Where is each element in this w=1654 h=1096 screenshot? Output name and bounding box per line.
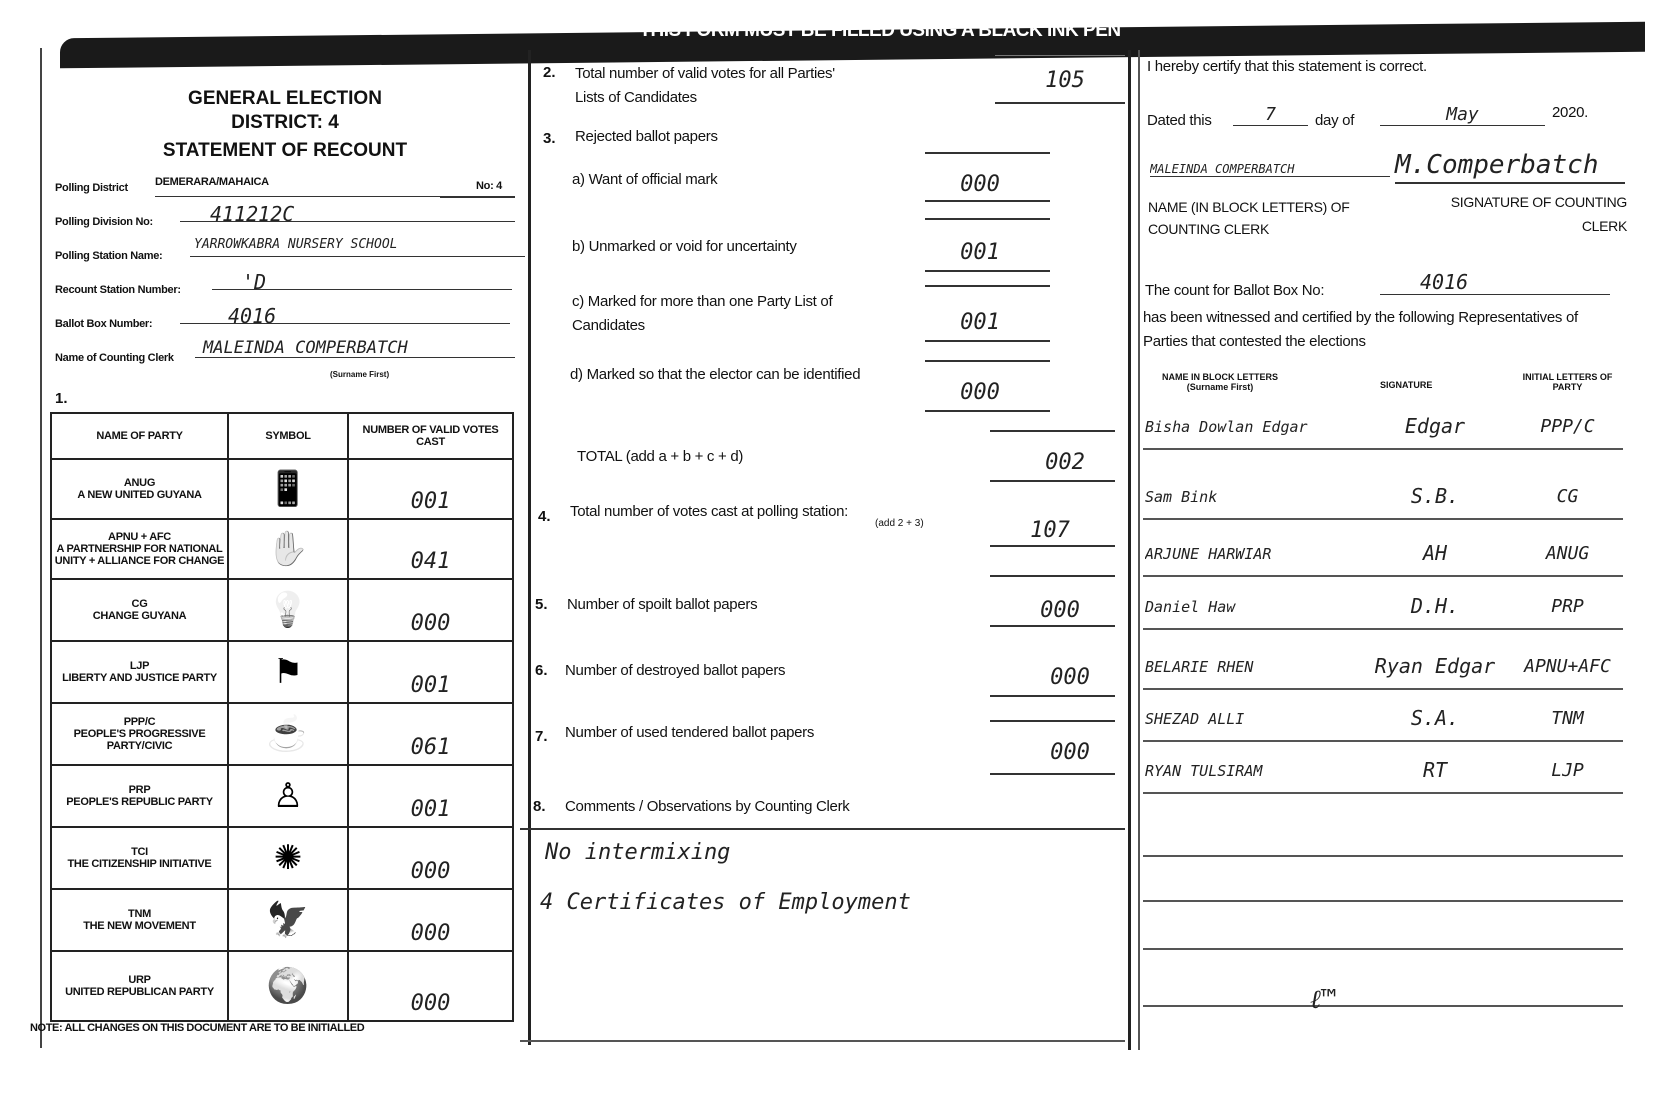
item3-text: Rejected ballot papers	[575, 128, 718, 145]
rep-party: PRP	[1551, 596, 1584, 617]
party-full-name: LIBERTY AND JUSTICE PARTY	[62, 672, 217, 684]
polling-district-field: DEMERARA/MAHAICA	[155, 176, 440, 197]
column-divider-1	[528, 50, 531, 1045]
table-note: NOTE: ALL CHANGES ON THIS DOCUMENT ARE TO BE INITIALLED	[30, 1022, 365, 1034]
item3-number: 3.	[543, 130, 556, 147]
party-name-cell	[51, 703, 228, 765]
party-votes-cell: 000	[348, 579, 513, 641]
column-divider-2b	[1138, 50, 1140, 1050]
item3b-line2	[925, 285, 1050, 287]
party-full-name: A NEW UNITED GUYANA	[77, 489, 202, 501]
item8-text: Comments / Observations by Counting Clerk	[565, 798, 850, 815]
party-votes-cell: 041	[348, 519, 513, 579]
party-abbr: TCI	[131, 846, 148, 858]
item3d-value: 000	[960, 380, 1000, 405]
title-statement: STATEMENT OF RECOUNT	[162, 140, 408, 161]
party-votes-cell: 001	[348, 459, 513, 519]
star-burst-icon	[228, 827, 348, 889]
party-votes-table	[50, 412, 514, 1022]
rep-name: RYAN TULSIRAM	[1145, 762, 1263, 780]
party-full-name: THE CITIZENSHIP INITIATIVE	[67, 858, 212, 870]
item3a-value: 000	[960, 172, 1000, 197]
party-abbr: LJP	[129, 660, 150, 672]
rep-signature: S.A.	[1410, 706, 1460, 730]
clerk-name-hand: MALEINDA COMPERBATCH	[1150, 162, 1390, 177]
polling-station-label: Polling Station Name:	[55, 250, 163, 262]
item4-value: 107	[1030, 518, 1070, 543]
table-row	[51, 519, 513, 579]
item3c-line	[925, 340, 1050, 342]
rep-row-line	[1143, 900, 1623, 902]
reps-col-party: INITIAL LETTERS OF PARTY	[1522, 372, 1613, 392]
item4-line	[990, 545, 1115, 547]
party-symbol-glyph: ⚑	[272, 653, 304, 691]
eagle-icon	[228, 889, 348, 951]
item6-number: 6.	[535, 662, 548, 679]
rep-name: SHEZAD ALLI	[1145, 710, 1245, 728]
rep-name: ARJUNE HARWIAR	[1145, 545, 1272, 563]
item3d-text: d) Marked so that the elector can be identified	[570, 366, 861, 383]
table-header-row	[51, 413, 513, 459]
party-symbol-glyph: ☕	[266, 715, 310, 753]
item4-number: 4.	[538, 508, 551, 525]
item3c-line2	[925, 360, 1050, 362]
table-row	[51, 951, 513, 1021]
rep-row-line	[1143, 575, 1623, 577]
item7-text: Number of used tendered ballot papers	[565, 724, 815, 741]
year-label: 2020.	[1552, 104, 1589, 121]
dated-day: 7	[1233, 104, 1308, 126]
item6-text: Number of destroyed ballot papers	[565, 662, 786, 679]
rep-row-line	[1143, 448, 1623, 450]
left-border	[40, 48, 42, 1048]
party-name-cell	[51, 951, 228, 1021]
total-line-top	[990, 430, 1115, 432]
rep-row-line	[1143, 740, 1623, 742]
item5-line	[990, 625, 1115, 627]
item3c-text: c) Marked for more than one Party List of Candidates	[572, 293, 833, 334]
rep-signature: AH	[1422, 541, 1448, 565]
item7-value: 000	[1050, 740, 1090, 765]
total-value: 002	[1045, 450, 1085, 475]
count-box-value: 4016	[1380, 270, 1610, 295]
party-full-name: UNITED REPUBLICAN PARTY	[65, 986, 214, 998]
table-row	[51, 827, 513, 889]
rep-party: CG	[1556, 486, 1579, 507]
certify-text: I hereby certify that this statement is correct.	[1147, 58, 1427, 75]
item3d-line	[925, 410, 1050, 412]
table-row	[51, 765, 513, 827]
item3c-value: 001	[960, 310, 1000, 335]
party-full-name: PEOPLE'S PROGRESSIVE PARTY/CIVIC	[73, 728, 206, 752]
banner-text: THIS FORM MUST BE FILLED USING A BLACK INK PEN	[639, 20, 1121, 41]
party-votes-cell: 061	[348, 703, 513, 765]
item5-value: 000	[1040, 598, 1080, 623]
party-symbol-glyph: 🌍	[266, 967, 310, 1005]
party-name-cell	[51, 579, 228, 641]
col-votes: NUMBER OF VALID VOTES CAST	[348, 413, 513, 459]
clerk-signature: M.Comperbatch	[1395, 150, 1599, 180]
comment-line-1: No intermixing	[545, 840, 731, 865]
item7-line	[990, 773, 1115, 775]
party-symbol-glyph: 🦅	[266, 901, 310, 939]
count-label: The count for Ballot Box No:	[1145, 282, 1325, 299]
item3b-line	[925, 270, 1050, 272]
dated-label: Dated this	[1147, 112, 1212, 129]
rep-row-line	[1143, 855, 1623, 857]
bottom-initials: ℓ™	[1310, 985, 1337, 1015]
rep-signature: Edgar	[1404, 414, 1466, 438]
item3b-text: b) Unmarked or void for uncertainty	[572, 238, 797, 255]
party-full-name: A PARTNERSHIP FOR NATIONAL UNITY + ALLIANCE FOR CHANGE	[54, 543, 225, 567]
ballot-box-label: Ballot Box Number:	[55, 318, 153, 330]
col-symbol: SYMBOL	[228, 413, 348, 459]
party-votes-cell: 001	[348, 641, 513, 703]
rep-signature: D.H.	[1410, 594, 1460, 618]
item6-value: 000	[1050, 665, 1090, 690]
party-name-cell	[51, 459, 228, 519]
party-full-name: CHANGE GUYANA	[92, 610, 187, 622]
party-full-name: THE NEW MOVEMENT	[83, 920, 196, 932]
rep-row-line	[1143, 792, 1623, 794]
item8-line	[520, 828, 1125, 830]
cup-icon	[228, 703, 348, 765]
party-name-cell	[51, 889, 228, 951]
item2-text: Total number of valid votes for all Parties' Lists of Candidates	[575, 65, 835, 106]
party-votes-cell: 001	[348, 765, 513, 827]
party-abbr: PPP/C	[123, 716, 156, 728]
flag-icon	[228, 641, 348, 703]
polling-station-field: YARROWKABRA NURSERY SCHOOL	[190, 237, 525, 257]
table-row	[51, 579, 513, 641]
rep-name: Daniel Haw	[1145, 598, 1236, 616]
item2-line	[995, 102, 1125, 104]
party-symbol-glyph: ✋	[266, 530, 310, 568]
item5-number: 5.	[535, 596, 548, 613]
item7-number: 7.	[535, 728, 548, 745]
section-1-number: 1.	[55, 390, 68, 407]
party-abbr: ANUG	[123, 477, 156, 489]
rep-signature: S.B.	[1410, 484, 1460, 508]
no-underline	[440, 196, 515, 198]
witness-text: has been witnessed and certified by the following Representatives of Parties that contested the elections	[1143, 309, 1578, 350]
recount-station-label: Recount Station Number:	[55, 284, 181, 296]
party-votes-cell: 000	[348, 889, 513, 951]
light-bulb-icon	[228, 579, 348, 641]
table-row	[51, 459, 513, 519]
dated-month: May	[1380, 104, 1545, 126]
rep-signature: Ryan Edgar	[1374, 654, 1496, 678]
item3-line	[925, 152, 1050, 154]
counting-clerk-field: MALEINDA COMPERBATCH	[195, 338, 515, 358]
party-name-cell	[51, 827, 228, 889]
title-election: GENERAL ELECTION	[188, 88, 382, 109]
item2-box-top	[995, 55, 1125, 56]
party-full-name: PEOPLE'S REPUBLIC PARTY	[66, 796, 213, 808]
total-text: TOTAL (add a + b + c + d)	[577, 448, 744, 465]
rep-row-line	[1143, 628, 1623, 630]
party-symbol-glyph: ♙	[272, 777, 304, 815]
rep-row-line	[1143, 518, 1623, 520]
counting-clerk-label: Name of Counting Clerk	[55, 352, 174, 364]
total-line	[990, 480, 1115, 482]
item8-number: 8.	[533, 798, 546, 815]
polling-division-field: 411212C	[180, 202, 515, 222]
no-label: No: 4	[476, 180, 503, 192]
item2-value: 105	[1045, 68, 1085, 93]
rep-signature: RT	[1422, 758, 1448, 782]
rep-name: BELARIE RHEN	[1145, 658, 1254, 676]
item6-line2	[990, 720, 1115, 722]
party-abbr: PRP	[128, 784, 151, 796]
mobile-phone-icon	[228, 459, 348, 519]
hand-key-icon	[228, 519, 348, 579]
party-name-cell	[51, 765, 228, 827]
rep-name: Sam Bink	[1145, 488, 1218, 506]
figure-icon	[228, 765, 348, 827]
item3a-line	[925, 200, 1050, 202]
column-divider-2	[1128, 50, 1131, 1050]
rep-row-line	[1143, 948, 1623, 950]
clerk-sig-line	[1395, 182, 1625, 184]
party-symbol-glyph: 💡	[266, 591, 310, 629]
recount-station-field: 'D	[212, 270, 512, 290]
rep-party: APNU+AFC	[1524, 656, 1611, 677]
reps-col-name: NAME IN BLOCK LETTERS (Surname First)	[1162, 372, 1278, 392]
rep-party: LJP	[1551, 760, 1584, 781]
item3b-value: 001	[960, 240, 1000, 265]
rep-party: PPP/C	[1540, 416, 1595, 437]
counting-clerk-sub: (Surname First)	[330, 370, 390, 379]
polling-division-label: Polling Division No:	[55, 216, 153, 228]
party-abbr: TNM	[128, 908, 151, 920]
rep-name: Bisha Dowlan Edgar	[1145, 418, 1308, 436]
item4-line2	[990, 575, 1115, 577]
col-party-name: NAME OF PARTY	[51, 413, 228, 459]
item2-number: 2.	[543, 64, 556, 81]
item4-text: Total number of votes cast at polling station:	[570, 503, 849, 520]
party-abbr: APNU + AFC	[108, 531, 171, 543]
party-votes-cell: 000	[348, 951, 513, 1021]
globe-hand-icon	[228, 951, 348, 1021]
ballot-box-field: 4016	[180, 304, 510, 324]
item6-line	[990, 695, 1115, 697]
party-votes-cell: 000	[348, 827, 513, 889]
party-symbol-glyph: 📱	[266, 470, 310, 508]
comment-line-2: 4 Certificates of Employment	[540, 890, 911, 915]
party-abbr: CG	[131, 598, 148, 610]
title-district: DISTRICT: 4	[231, 112, 339, 133]
table-row	[51, 889, 513, 951]
clerk-sig-label: SIGNATURE OF COUNTING CLERK	[1450, 194, 1627, 234]
table-row	[51, 703, 513, 765]
polling-district-label: Polling District	[55, 182, 128, 194]
rep-row-line	[1143, 1005, 1623, 1007]
party-abbr: URP	[128, 974, 151, 986]
middle-bottom-line	[520, 1040, 1125, 1042]
day-of-label: day of	[1315, 112, 1355, 129]
clerk-name-label: NAME (IN BLOCK LETTERS) OF COUNTING CLERK	[1148, 199, 1350, 237]
item3a-line2	[925, 218, 1050, 220]
party-name-cell	[51, 641, 228, 703]
reps-col-sig: SIGNATURE	[1380, 380, 1433, 390]
party-symbol-glyph: ✺	[273, 839, 303, 877]
table-row	[51, 641, 513, 703]
rep-row-line	[1143, 688, 1623, 690]
rep-party: TNM	[1551, 708, 1584, 729]
party-name-cell	[51, 519, 228, 579]
rep-party: ANUG	[1545, 543, 1590, 564]
item4-add: (add 2 + 3)	[875, 518, 924, 529]
item5-text: Number of spoilt ballot papers	[567, 596, 758, 613]
item3a-text: a) Want of official mark	[572, 171, 718, 188]
